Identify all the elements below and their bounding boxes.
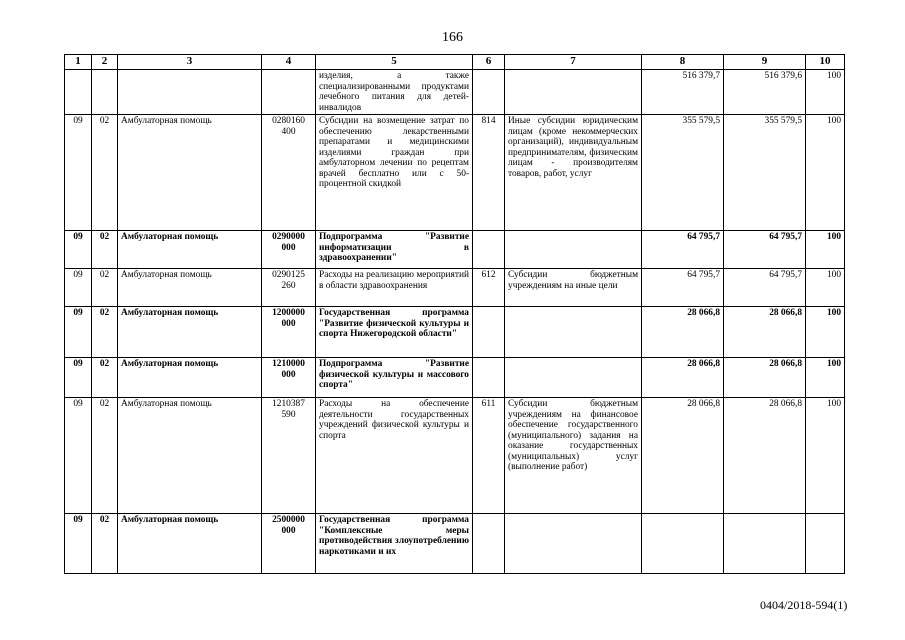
- execution-percent: 100: [806, 358, 845, 398]
- target-article-name: Подпрограмма "Развитие физической культуры и массового спорта": [316, 358, 473, 398]
- expense-type-code: [473, 70, 505, 115]
- expense-type-name: Субсидии бюджетным учреждениям на иные цели: [505, 269, 642, 307]
- table-row: [65, 231, 845, 269]
- table-row: [65, 398, 845, 514]
- target-article-code: 0290125 260: [262, 269, 316, 307]
- header-row: [65, 55, 845, 70]
- expense-type-name: Субсидии бюджетным учреждениям на финансовое обеспечение государственного (муниципального) задания на оказание государственных (муниципальных) услуг (выполнение работ): [505, 398, 642, 514]
- target-article-name: Государственная программа "Комплексные меры противодействия злоупотреблению наркотиками и их: [316, 514, 473, 574]
- budget-table: [64, 54, 845, 574]
- section-code: 09: [65, 514, 92, 574]
- subsection-name: Амбулаторная помощь: [118, 115, 262, 231]
- expense-type-code: 611: [473, 398, 505, 514]
- executed-amount: 64 795,7: [724, 269, 806, 307]
- section-code: 09: [65, 231, 92, 269]
- expense-type-code: 612: [473, 269, 505, 307]
- planned-amount: 28 066,8: [642, 307, 724, 358]
- target-article-name: Субсидии на возмещение затрат по обеспечению лекарственными препаратами и медицинскими изделиями граждан при амбулаторном лечении по рецептам врачей бесплатно или с 50-процентной скидкой: [316, 115, 473, 231]
- execution-percent: 100: [806, 398, 845, 514]
- subsection-code: 02: [92, 398, 118, 514]
- target-article-code: 0290000 000: [262, 231, 316, 269]
- column-header: 4: [262, 55, 316, 70]
- expense-type-code: [473, 307, 505, 358]
- subsection-code: 02: [92, 269, 118, 307]
- subsection-code: 02: [92, 358, 118, 398]
- table-row: [65, 115, 845, 231]
- table-row: [65, 358, 845, 398]
- page-number: 166: [442, 30, 463, 45]
- column-header: 7: [505, 55, 642, 70]
- document-code: 0404/2018-594(1): [760, 598, 848, 612]
- target-article-code: 1210000 000: [262, 358, 316, 398]
- table-row: [65, 70, 845, 115]
- target-article-name: Подпрограмма "Развитие информатизации в здравоохранении": [316, 231, 473, 269]
- table-row: [65, 269, 845, 307]
- planned-amount: 516 379,7: [642, 70, 724, 115]
- target-article-code: 2500000 000: [262, 514, 316, 574]
- target-article-code: 1200000 000: [262, 307, 316, 358]
- target-article-code: 1210387 590: [262, 398, 316, 514]
- table-row: [65, 514, 845, 574]
- target-article-name: Государственная программа "Развитие физической культуры и спорта Нижегородской области": [316, 307, 473, 358]
- column-header: 9: [724, 55, 806, 70]
- expense-type-code: [473, 514, 505, 574]
- planned-amount: 355 579,5: [642, 115, 724, 231]
- target-article-name: Расходы на обеспечение деятельности государственных учреждений физической культуры и спорта: [316, 398, 473, 514]
- planned-amount: 64 795,7: [642, 231, 724, 269]
- executed-amount: [724, 514, 806, 574]
- executed-amount: 355 579,5: [724, 115, 806, 231]
- subsection-name: Амбулаторная помощь: [118, 398, 262, 514]
- expense-type-name: [505, 514, 642, 574]
- column-header: 1: [65, 55, 92, 70]
- column-header: 2: [92, 55, 118, 70]
- subsection-code: 02: [92, 231, 118, 269]
- column-header: 5: [316, 55, 473, 70]
- section-code: 09: [65, 398, 92, 514]
- execution-percent: 100: [806, 70, 845, 115]
- execution-percent: [806, 514, 845, 574]
- subsection-name: [118, 70, 262, 115]
- expense-type-name: [505, 358, 642, 398]
- subsection-name: Амбулаторная помощь: [118, 269, 262, 307]
- expense-type-name: [505, 307, 642, 358]
- section-code: 09: [65, 269, 92, 307]
- subsection-name: Амбулаторная помощь: [118, 231, 262, 269]
- target-article-code: 0280160 400: [262, 115, 316, 231]
- subsection-code: 02: [92, 115, 118, 231]
- section-code: 09: [65, 307, 92, 358]
- section-code: 09: [65, 358, 92, 398]
- expense-type-name: [505, 231, 642, 269]
- executed-amount: 516 379,6: [724, 70, 806, 115]
- expense-type-code: 814: [473, 115, 505, 231]
- planned-amount: 28 066,8: [642, 358, 724, 398]
- column-header: 10: [806, 55, 845, 70]
- executed-amount: 28 066,8: [724, 307, 806, 358]
- subsection-name: Амбулаторная помощь: [118, 307, 262, 358]
- expense-type-code: [473, 358, 505, 398]
- column-header: 6: [473, 55, 505, 70]
- section-code: [65, 70, 92, 115]
- subsection-name: Амбулаторная помощь: [118, 514, 262, 574]
- column-header: 3: [118, 55, 262, 70]
- target-article-name: Расходы на реализацию мероприятий в области здравоохранения: [316, 269, 473, 307]
- target-article-name: изделия, а также специализированными продуктами лечебного питания для детей-инвалидов: [316, 70, 473, 115]
- execution-percent: 100: [806, 307, 845, 358]
- section-code: 09: [65, 115, 92, 231]
- expense-type-code: [473, 231, 505, 269]
- executed-amount: 28 066,8: [724, 398, 806, 514]
- subsection-name: Амбулаторная помощь: [118, 358, 262, 398]
- planned-amount: 28 066,8: [642, 398, 724, 514]
- execution-percent: 100: [806, 269, 845, 307]
- executed-amount: 64 795,7: [724, 231, 806, 269]
- table-row: [65, 307, 845, 358]
- execution-percent: 100: [806, 231, 845, 269]
- planned-amount: 64 795,7: [642, 269, 724, 307]
- subsection-code: 02: [92, 307, 118, 358]
- subsection-code: [92, 70, 118, 115]
- expense-type-name: Иные субсидии юридическим лицам (кроме некоммерческих организаций), индивидуальным предпринимателям, физическим лицам - производителям товаров, работ, услуг: [505, 115, 642, 231]
- planned-amount: [642, 514, 724, 574]
- expense-type-name: [505, 70, 642, 115]
- subsection-code: 02: [92, 514, 118, 574]
- execution-percent: 100: [806, 115, 845, 231]
- executed-amount: 28 066,8: [724, 358, 806, 398]
- target-article-code: [262, 70, 316, 115]
- column-header: 8: [642, 55, 724, 70]
